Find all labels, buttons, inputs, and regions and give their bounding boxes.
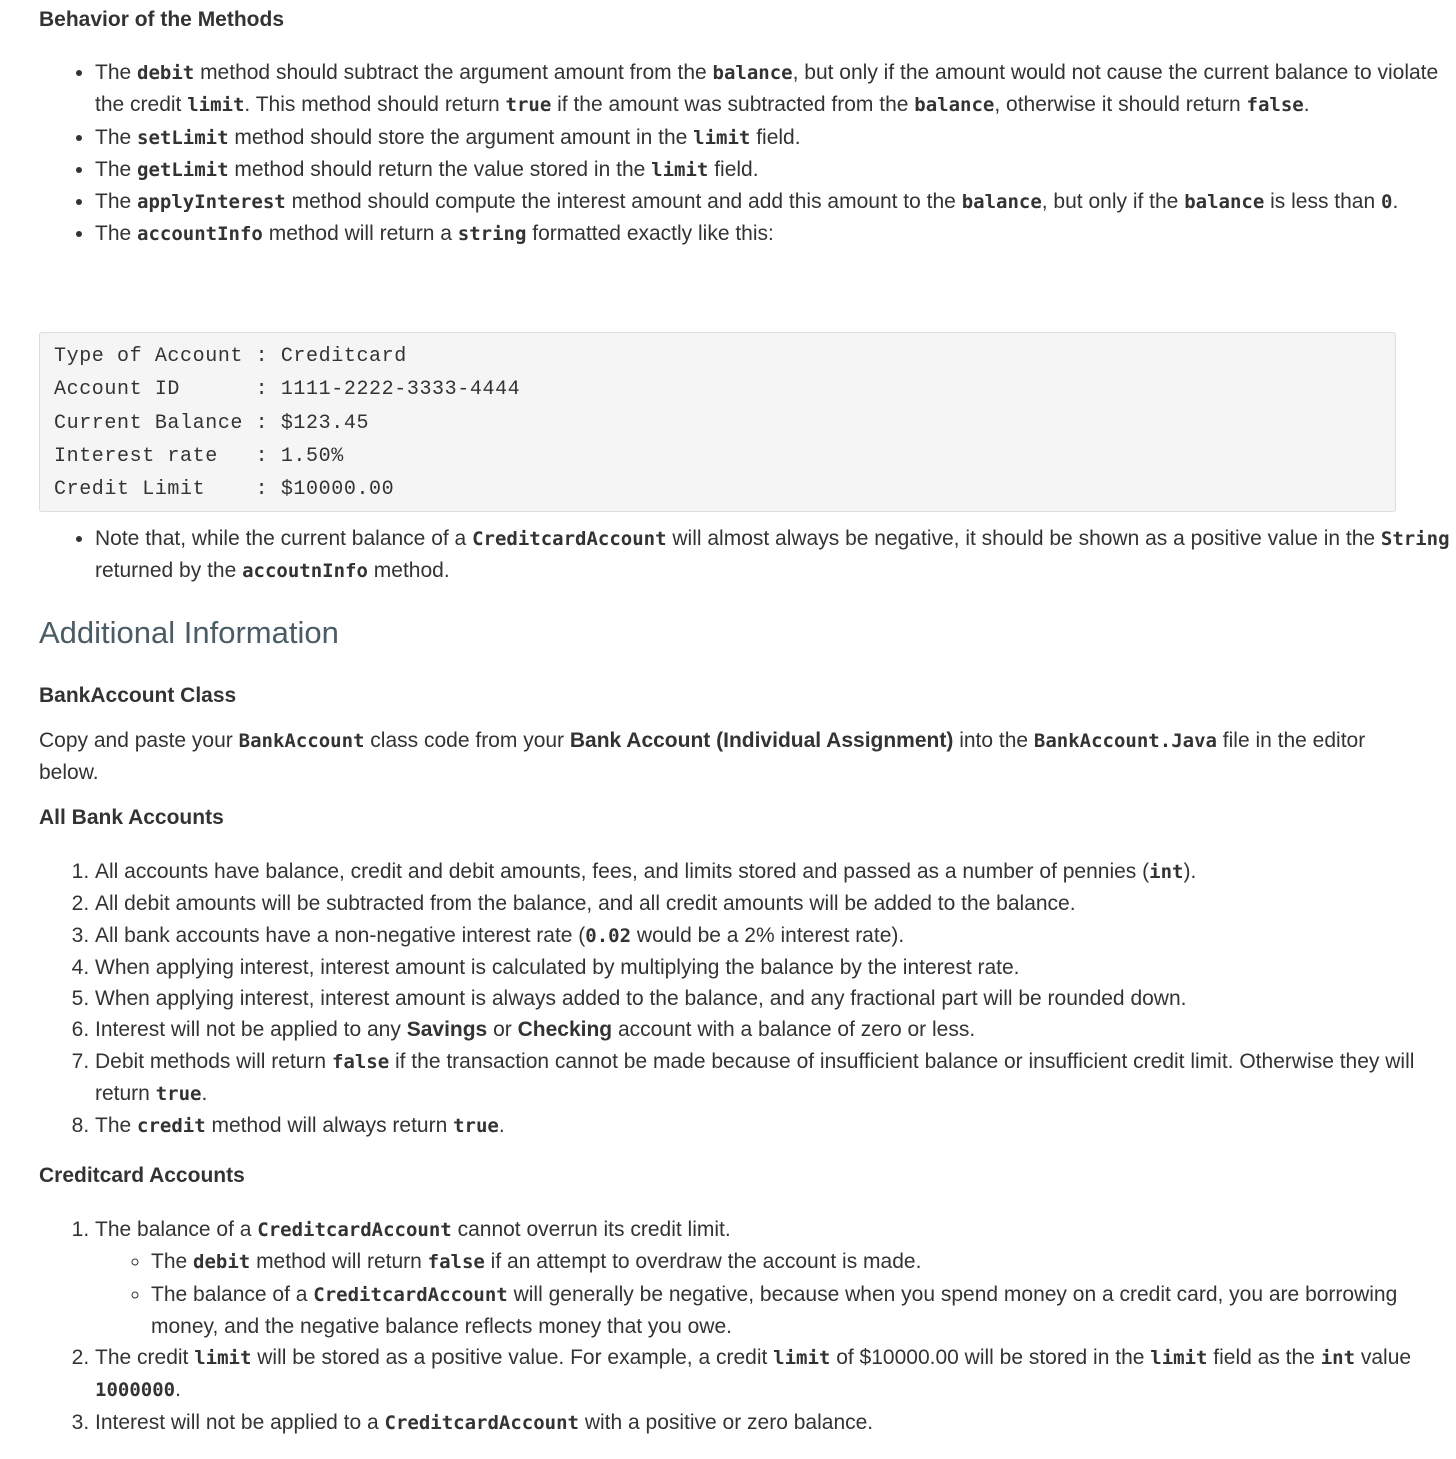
code-line: Interest rate : 1.50% [54, 444, 344, 468]
all-bank-accounts-heading: All Bank Accounts [39, 806, 224, 829]
inline-code: limit [693, 126, 751, 149]
inline-code: int [1149, 861, 1184, 883]
inline-code: accountInfo [137, 223, 263, 246]
inline-code: balance [961, 191, 1042, 214]
text-run: will generally be negative, because when you spend money on a credit card, you are borrowing money, and the negative balance reflects money that you owe. [151, 1282, 1398, 1338]
text-run: , but only if the amount would not cause the current balance to violate the credit [95, 61, 1439, 117]
text-run: . [175, 1378, 181, 1402]
code-line: Current Balance : $123.45 [54, 411, 370, 435]
inline-code: CreditcardAccount [472, 528, 667, 550]
text-run: Debit methods will return [95, 1049, 332, 1073]
inline-code: false [331, 1050, 390, 1073]
inline-code: 1000000 [95, 1379, 176, 1402]
inline-code: balance [914, 94, 995, 117]
text-run: account with a balance of zero or less. [612, 1018, 976, 1042]
text-run: field. [750, 125, 801, 149]
code-line: Account ID : 1111-2222-3333-4444 [54, 378, 521, 402]
inline-code: String [1380, 528, 1450, 550]
text-run: will be stored as a positive value. For example, a credit [251, 1346, 774, 1370]
text-run: will almost always be negative, it should be shown as a positive value in the [666, 527, 1381, 550]
text-run: . [498, 1114, 505, 1138]
bold-text: Checking [517, 1018, 613, 1042]
inline-code: limit [651, 158, 709, 181]
text-run: or [487, 1018, 518, 1042]
text-run: would be a 2% interest rate). [631, 923, 905, 947]
text-run: field as the [1207, 1346, 1321, 1370]
inline-code: BankAccount.Java [1033, 730, 1217, 752]
text-run: The [95, 157, 138, 181]
text-run: . [1303, 93, 1310, 117]
inline-code: getLimit [137, 158, 229, 181]
text-run: cannot overrun its credit limit. [451, 1218, 731, 1241]
text-run: is less than [1264, 190, 1381, 214]
inline-code: CreditcardAccount [384, 1411, 579, 1434]
list-item [95, 888, 1452, 919]
text-run: Interest will not be applied to a [95, 1410, 385, 1434]
text-run: method should compute the interest amount and add this amount to the [285, 190, 962, 214]
bankaccount-class-paragraph [39, 725, 1396, 789]
inline-code: balance [1184, 191, 1265, 214]
text-run: The balance of a [95, 1218, 258, 1241]
text-run: The [95, 1114, 138, 1138]
text-run: , otherwise it should return [994, 93, 1247, 117]
inline-code: true [155, 1083, 202, 1106]
list-item [95, 186, 1452, 218]
text-run: The [151, 1250, 194, 1274]
text-run: The [95, 190, 138, 214]
text-run: class code from your [364, 729, 570, 752]
text-run: . [1392, 190, 1399, 214]
inline-code: setLimit [137, 126, 229, 149]
behavior-heading: Behavior of the Methods [39, 8, 285, 31]
text-run: returned by the [95, 559, 243, 583]
inline-code: true [453, 1115, 499, 1138]
inline-code: limit [773, 1347, 831, 1370]
sub-list [95, 1246, 1452, 1342]
behavior-list [39, 57, 1452, 251]
list-item [95, 1214, 1452, 1342]
inline-code: credit [137, 1115, 206, 1138]
text-run: Copy and paste your [39, 729, 239, 752]
list-item [95, 1342, 1452, 1407]
text-run: . This method should return [244, 93, 506, 117]
text-run: file in the editor below. [39, 729, 1366, 784]
list-item [95, 218, 1452, 250]
inline-code: debit [193, 1251, 251, 1274]
all-bank-accounts-list [39, 856, 1452, 1143]
inline-code: true [505, 94, 552, 117]
bold-text: Bank Account (Individual Assignment) [569, 729, 954, 752]
text-run: . [201, 1082, 208, 1106]
text-run: method should return the value stored in the [228, 157, 652, 181]
bold-text: Savings [406, 1018, 488, 1042]
text-run: if an attempt to overdraw the account is made. [484, 1250, 922, 1274]
inline-code: 0.02 [585, 924, 632, 947]
account-info-code-block [39, 332, 1396, 512]
text-run: method will return [250, 1250, 428, 1274]
list-item [95, 952, 1452, 983]
sub-list-item [151, 1279, 1452, 1343]
list-item [95, 154, 1452, 186]
text-run: When applying interest, interest amount is calculated by multiplying the balance by the interest rate. [95, 955, 1020, 979]
text-run: All accounts have balance, credit and debit amounts, fees, and limits stored and passed as a number of pennies ( [95, 860, 1150, 883]
text-run: The balance of a [151, 1282, 314, 1306]
bankaccount-class-heading: BankAccount Class [39, 684, 237, 707]
inline-code: CreditcardAccount [313, 1283, 508, 1306]
additional-information-heading: Additional Information [39, 615, 339, 650]
text-run: value [1355, 1346, 1412, 1370]
text-run: The [95, 222, 138, 246]
inline-code: false [427, 1251, 485, 1274]
text-run: The [95, 61, 138, 84]
list-item [95, 920, 1452, 952]
inline-code: balance [712, 62, 793, 84]
list-item [95, 1014, 1452, 1045]
inline-code: applyInterest [137, 191, 286, 214]
text-run: , but only if the [1041, 190, 1185, 214]
inline-code: accoutnInfo [242, 560, 368, 583]
note-list [39, 523, 1452, 588]
text-run: method will return a [262, 222, 458, 246]
creditcard-accounts-list [39, 1214, 1452, 1439]
text-run: of $10000.00 will be stored in the [830, 1346, 1151, 1370]
list-item [95, 1110, 1452, 1142]
list-item [95, 1407, 1452, 1439]
text-run: ). [1183, 860, 1197, 883]
text-run: method should subtract the argument amount from the [194, 61, 713, 84]
inline-code: string [457, 223, 527, 246]
text-run: if the amount was subtracted from the [551, 93, 915, 117]
list-item [95, 523, 1452, 588]
text-run: method will always return [205, 1114, 454, 1138]
inline-code: false [1246, 94, 1304, 117]
sub-list-item [151, 1246, 1452, 1278]
list-item [95, 57, 1452, 122]
text-run: All debit amounts will be subtracted from the balance, and all credit amounts will be added to the balance. [95, 892, 1076, 916]
inline-code: limit [187, 94, 245, 117]
text-run: with a positive or zero balance. [578, 1410, 874, 1434]
list-item [95, 122, 1452, 154]
inline-code: int [1320, 1347, 1356, 1370]
creditcard-accounts-heading: Creditcard Accounts [39, 1164, 245, 1187]
inline-code: debit [137, 62, 195, 84]
text-run: formatted exactly like this: [526, 222, 774, 246]
text-run: method should store the argument amount in the [228, 125, 694, 149]
text-run: if the transaction cannot be made because of insufficient balance or insufficient credit limit. Otherwise they will return [95, 1049, 1415, 1106]
text-run: field. [708, 157, 759, 181]
inline-code: BankAccount [238, 730, 365, 752]
text-run: into the [953, 729, 1034, 752]
text-run: The credit [95, 1346, 195, 1370]
text-run: Note that, while the current balance of a [95, 527, 473, 550]
inline-code: 0 [1381, 191, 1393, 214]
inline-code: limit [1150, 1347, 1208, 1370]
code-line: Credit Limit : $10000.00 [54, 478, 395, 502]
code-line: Type of Account : Creditcard [54, 345, 407, 368]
text-run: When applying interest, interest amount is always added to the balance, and any fractional part will be rounded down. [95, 987, 1187, 1011]
text-run: method. [367, 559, 450, 583]
list-item [95, 983, 1452, 1014]
inline-code: limit [194, 1347, 252, 1370]
list-item [95, 856, 1452, 888]
list-item [95, 1046, 1452, 1111]
text-run: All bank accounts have a non-negative interest rate ( [95, 923, 586, 947]
text-run: Interest will not be applied to any [95, 1018, 407, 1042]
text-run: The [95, 125, 138, 149]
inline-code: CreditcardAccount [257, 1219, 452, 1241]
